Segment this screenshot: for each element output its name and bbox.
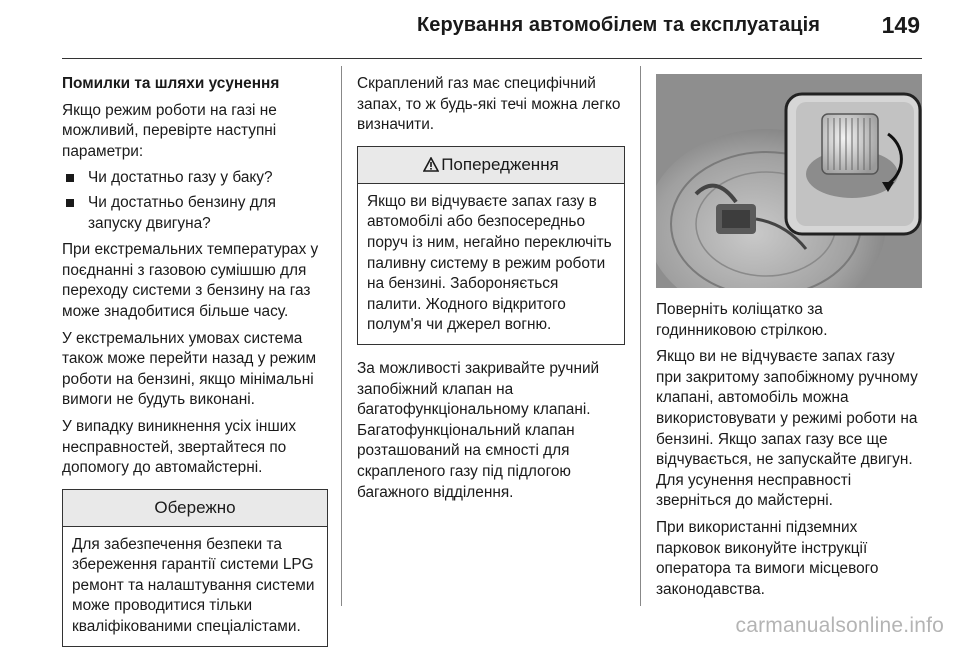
column-divider-1: [341, 66, 342, 606]
check-item: Чи достатньо газу у баку?: [62, 168, 328, 189]
caution-title: Обережно: [63, 490, 327, 527]
warning-body: Якщо ви відчуваєте запах газу в автомобілі або безпосередньо поруч із ним, негайно переключіть паливну систему в режим роботи на бензині. Забороняється палити. Жодного відкритого полум'я чи джерел вогню.: [367, 192, 612, 334]
section-heading: Помилки та шляхи усунення: [62, 75, 280, 92]
paragraph: У екстремальних умовах система також може перейти назад у режим роботи на бензині, якщо мінімальні вимоги не будуть виконані.: [62, 329, 317, 409]
caution-box: [62, 489, 328, 647]
column-3: [656, 300, 922, 606]
warning-triangle-icon: [423, 149, 439, 185]
paragraph: При екстремальних температурах у поєднанні з газовою сумішшю для переходу системи з бензину на газ може знадобитися більше часу.: [62, 241, 319, 320]
check-list: [62, 168, 328, 234]
caution-body: Для забезпечення безпеки та збереження гарантії системи LPG ремонт та налаштування системи може проводитися тільки кваліфікованими спеціалістами.: [72, 535, 315, 636]
column-2: [357, 74, 625, 509]
square-bullet-icon: [66, 174, 74, 182]
gas-valve-illustration: [656, 74, 922, 288]
paragraph: Якщо ви не відчуваєте запах газу при закритому запобіжному ручному клапані, автомобіль можна використовувати у режимі роботи на бензині. Якщо запах газу все ще відчувається, не запускайте двигун. Для усунення несправності зверніться до майстерні.: [656, 348, 918, 510]
warning-header: [358, 147, 624, 184]
paragraph: Поверніть коліщатко за годинниковою стрілкою.: [656, 301, 828, 339]
column-divider-2: [640, 66, 641, 606]
check-item: Чи достатньо бензину для запуску двигуна?: [62, 193, 328, 234]
page-number: 149: [881, 12, 920, 38]
page-header-title: Керування автомобілем та експлуатація: [416, 14, 820, 36]
paragraph: Скраплений газ має специфічний запах, то ж будь-які течі можна легко визначити.: [357, 75, 621, 134]
intro-paragraph: Якщо режим роботи на газі не можливий, перевірте наступні параметри:: [62, 101, 277, 160]
warning-title: Попередження: [441, 154, 559, 174]
paragraph: При використанні підземних парковок виконуйте інструкції оператора та вимоги місцевого законодавства.: [656, 518, 879, 598]
column-1: [62, 74, 328, 647]
paragraph: За можливості закривайте ручний запобіжний клапан на багатофункціональному клапані. Багатофункціональний клапан розташований на ємності для скрапленого газу під підлогою багажного відділення.: [357, 359, 600, 501]
watermark: carmanualsonline.info: [735, 614, 944, 637]
warning-box: [357, 146, 625, 345]
header-divider: [62, 58, 922, 59]
paragraph: У випадку виникнення усіх інших несправностей, звертайтеся по допомогу до автомайстерні.: [62, 417, 297, 477]
square-bullet-icon: [66, 199, 74, 207]
